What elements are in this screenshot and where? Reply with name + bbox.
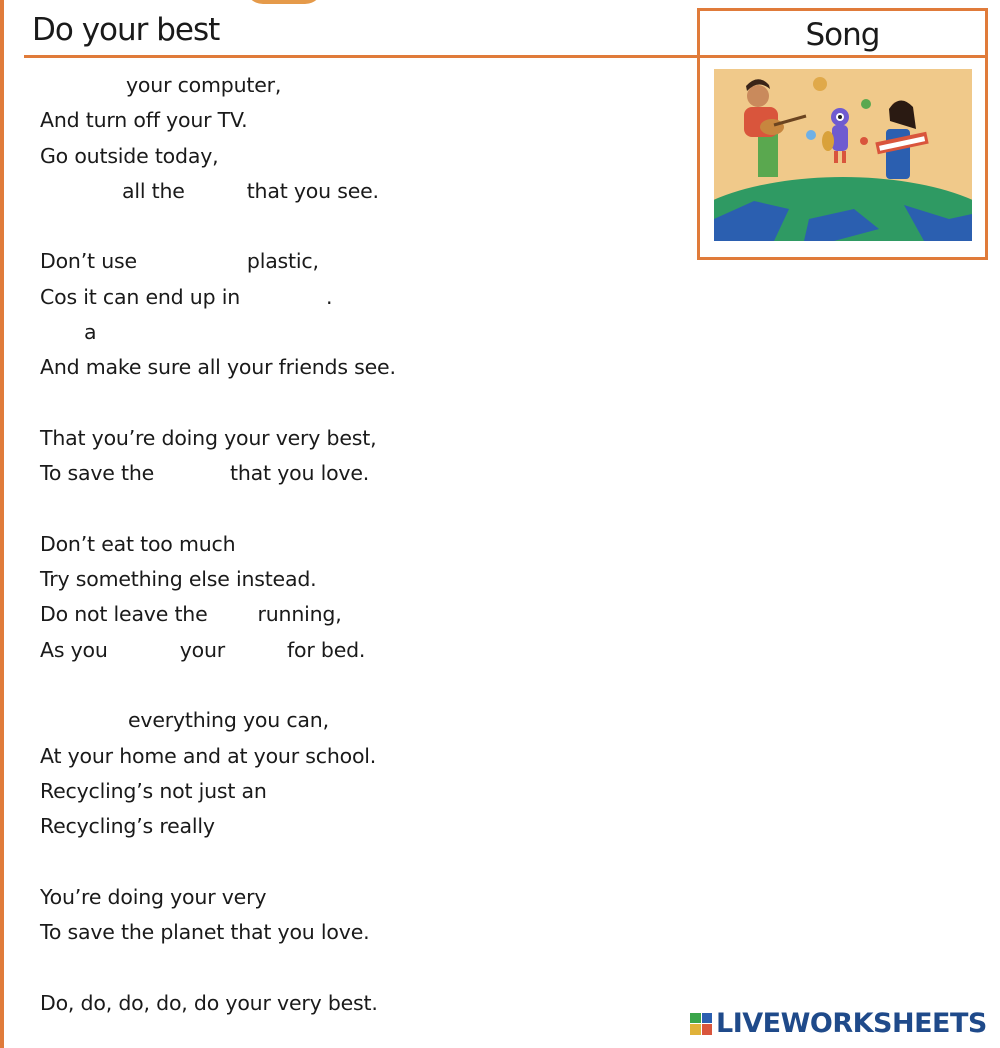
- lyric-line: all the that you see.: [40, 174, 660, 209]
- answer-blank[interactable]: [40, 75, 126, 97]
- answer-blank[interactable]: [215, 816, 305, 838]
- answer-blank[interactable]: [108, 640, 180, 662]
- answer-blank[interactable]: [137, 251, 247, 273]
- lyric-line: At your home and at your school.: [40, 743, 377, 768]
- left-border: [0, 0, 4, 1048]
- liveworksheets-logo: [690, 1008, 987, 1039]
- lyric-line: As you your for bed.: [40, 637, 366, 662]
- blank-line: [40, 492, 660, 527]
- song-image-frame: [697, 55, 988, 260]
- lyric-line: Do, do, do, do, do your very best.: [40, 990, 378, 1015]
- lyric-line: Try something else instead.: [40, 567, 317, 592]
- lyric-line: Recycling’s really: [40, 809, 660, 844]
- answer-blank[interactable]: [266, 887, 356, 909]
- answer-blank[interactable]: [154, 463, 230, 485]
- lyric-line: Do not leave the running,: [40, 602, 342, 627]
- answer-blank[interactable]: [40, 710, 128, 732]
- lyric-line: your computer,: [40, 68, 660, 103]
- title-divider: [24, 55, 700, 58]
- lyric-line: And make sure all your friends see.: [40, 355, 396, 380]
- song-label: Song: [805, 17, 880, 53]
- song-header: [697, 8, 988, 58]
- answer-blank[interactable]: [267, 781, 357, 803]
- lyric-line: everything you can,: [40, 703, 660, 738]
- worksheet-title: Do your best: [32, 12, 220, 48]
- lyric-line: Don’t use plastic,: [40, 249, 319, 274]
- blank-line: [40, 209, 660, 244]
- lyrics: [40, 68, 660, 1021]
- watermark-text: LIVEWORKSHEETS: [716, 1008, 987, 1039]
- answer-blank[interactable]: [96, 322, 266, 344]
- answer-blank[interactable]: [235, 534, 325, 556]
- lyric-line: You’re doing your very: [40, 880, 660, 915]
- lyric-line: a: [40, 315, 660, 350]
- answer-blank[interactable]: [40, 181, 122, 203]
- lyric-line: Don’t eat too much: [40, 527, 660, 562]
- lyric-line: To save the planet that you love.: [40, 920, 370, 945]
- lyric-line: Go outside today,: [40, 143, 219, 168]
- answer-blank[interactable]: [225, 640, 287, 662]
- blank-line: [40, 668, 660, 703]
- blank-line: [40, 386, 660, 421]
- blank-line: [40, 845, 660, 880]
- lyric-line: Recycling’s not just an: [40, 774, 660, 809]
- lyric-line: Cos it can end up in .: [40, 284, 333, 309]
- lyric-line: To save the that you love.: [40, 461, 370, 486]
- decorative-blob: [245, 0, 323, 4]
- answer-blank[interactable]: [185, 181, 247, 203]
- song-illustration-icon[interactable]: [714, 69, 972, 241]
- answer-blank[interactable]: [240, 287, 326, 309]
- lyric-line: And turn off your TV.: [40, 108, 248, 133]
- liveworksheets-icon: [690, 1013, 712, 1035]
- blank-line: [40, 950, 660, 985]
- answer-blank[interactable]: [208, 604, 258, 626]
- lyric-line: That you’re doing your very best,: [40, 425, 377, 450]
- answer-blank[interactable]: [40, 322, 84, 344]
